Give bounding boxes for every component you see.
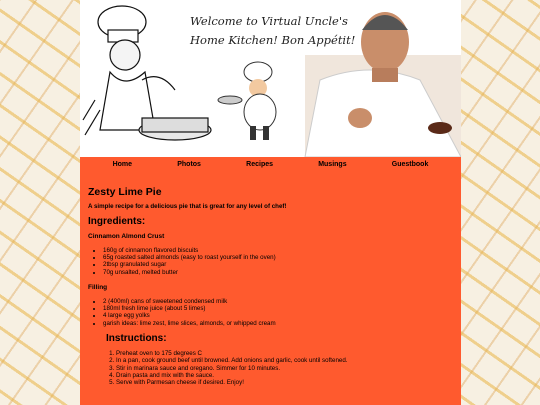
nav-photos[interactable]: Photos (177, 160, 201, 168)
list-item: • 160g of cinnamon flavored biscuits (103, 247, 453, 254)
nav-guestbook[interactable]: Guestbook (391, 160, 429, 168)
header-banner (80, 0, 461, 157)
list-item: 5. Serve with Parmesan cheese if desired. Enjoy! (116, 379, 453, 386)
nav-musings[interactable]: Musings (318, 160, 347, 168)
list-item: • 4 large egg yolks (103, 312, 453, 319)
list-item: • 2tbsp granulated sugar (103, 261, 453, 268)
banner-title-line2: Home Kitchen! Bon Appétit! (190, 33, 356, 47)
list-item: 1. Preheat oven to 175 degrees C (116, 350, 453, 357)
filling-heading: Filling (88, 284, 108, 292)
list-item: • 2 (400ml) cans of sweetened condensed milk (103, 298, 453, 305)
instructions-heading: Instructions: (106, 333, 167, 345)
crust-heading: Cinnamon Almond Crust (88, 233, 165, 241)
nav-home[interactable]: Home (112, 160, 133, 168)
list-item: • garish ideas: lime zest, lime slices, almonds, or whipped cream (103, 320, 453, 327)
list-item: • 180ml fresh lime juice (about 5 limes) (103, 305, 453, 312)
banner-title-line1: Welcome to Virtual Uncle's (190, 14, 348, 28)
recipe-intro: A simple recipe for a delicious pie that is great for any level of chef! (88, 203, 287, 211)
chef-illustration-middle (218, 62, 276, 140)
page-container (80, 0, 461, 405)
crust-list (88, 247, 453, 277)
main-nav (80, 157, 461, 171)
list-item: • 70g unsalted, melted butter (103, 269, 453, 276)
banner-title (190, 12, 360, 50)
filling-list (88, 298, 453, 328)
list-item: • 65g roasted salted almonds (easy to roast yourself in the oven) (103, 254, 453, 261)
instructions-list (88, 350, 453, 387)
recipe-content (80, 171, 461, 387)
ingredients-heading: Ingredients: (88, 215, 146, 227)
recipe-title: Zesty Lime Pie (88, 186, 162, 198)
list-item: 3. Stir in marinara sauce and oregano. Simmer for 10 minutes. (116, 365, 453, 372)
list-item: 2. In a pan, cook ground beef until browned. Add onions and garlic, cook until softened. (116, 357, 453, 364)
list-item: 4. Drain pasta and mix with the sauce. (116, 372, 453, 379)
nav-recipes[interactable]: Recipes (246, 160, 274, 168)
